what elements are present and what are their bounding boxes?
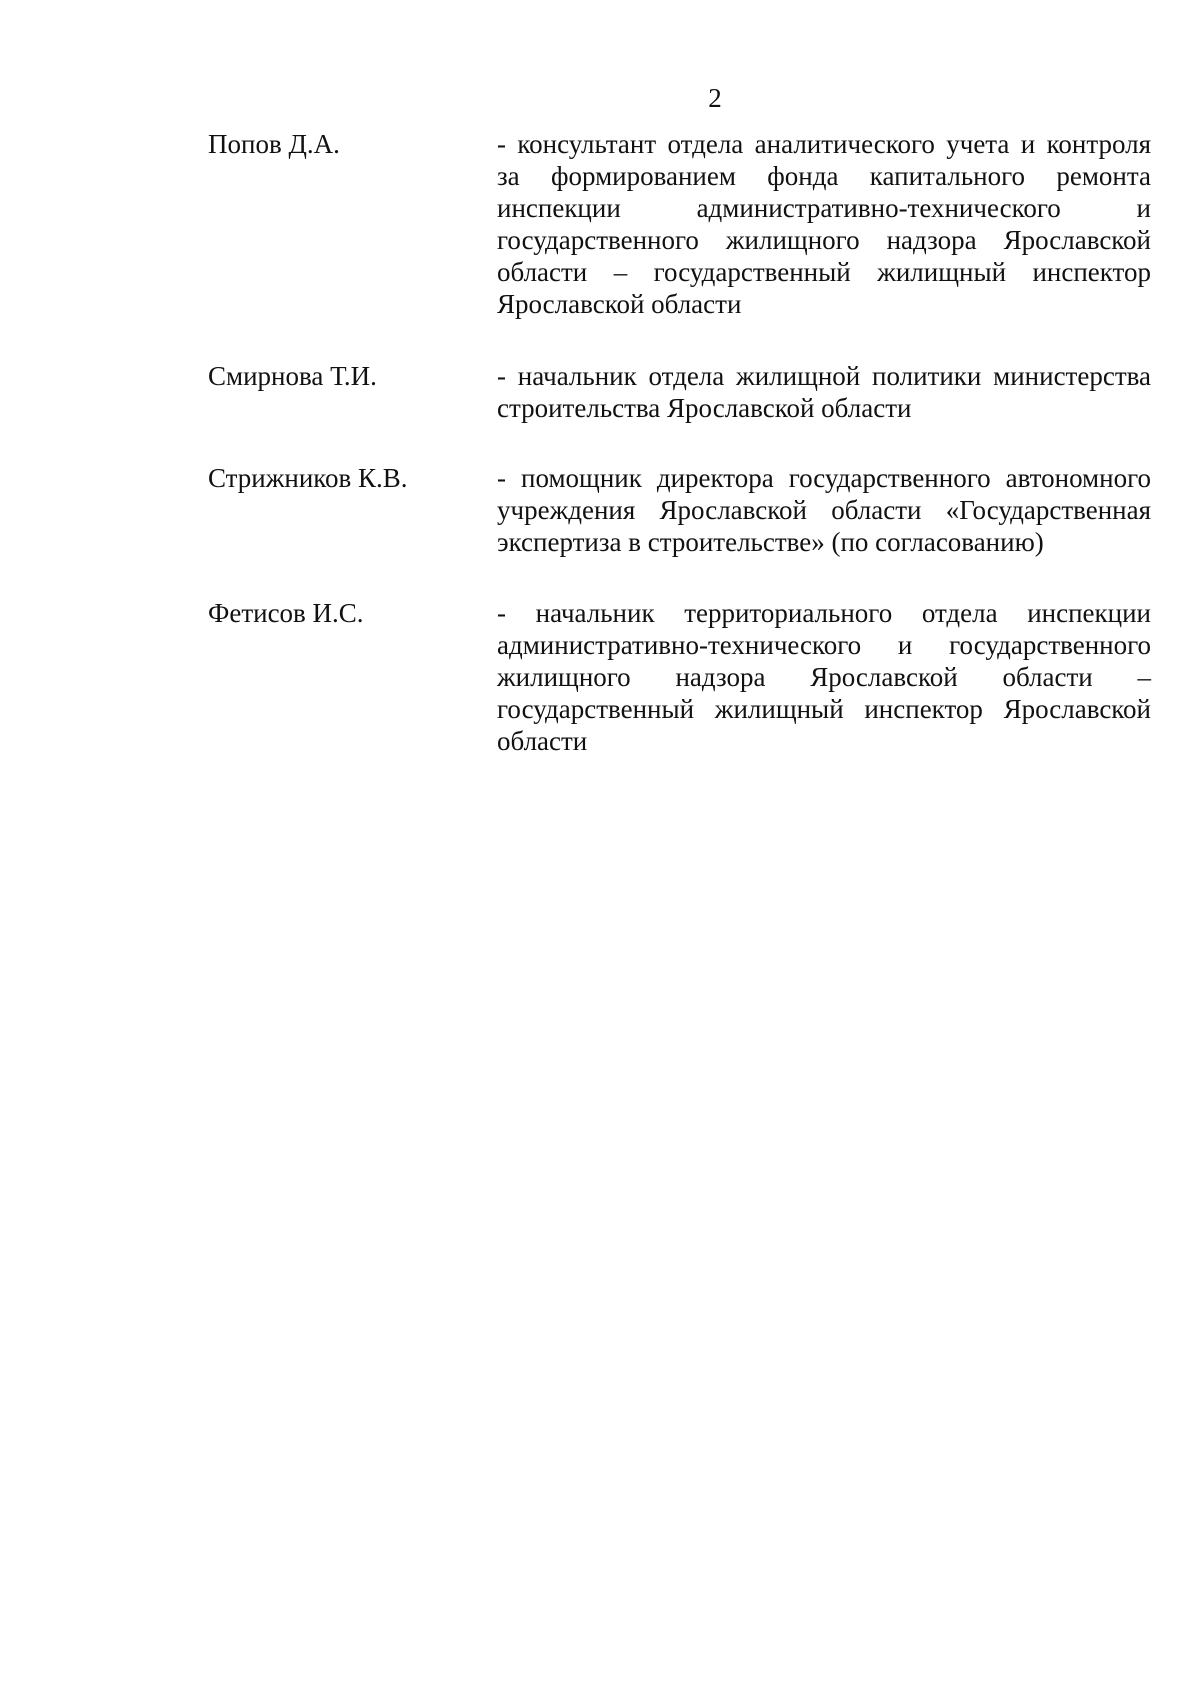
- position-line: государственный жилищный инспектор Ярославской: [497, 694, 1151, 724]
- position-line: - помощник директора государственного автономного: [497, 463, 1151, 493]
- position-line: за формированием фонда капитального ремонта: [497, 161, 1151, 191]
- position-line: учреждения Ярославской области «Государственная: [497, 495, 1151, 525]
- member-position: [497, 462, 1151, 558]
- member-entry-popov: [0, 128, 1200, 320]
- member-name: Стрижников К.В.: [208, 463, 408, 493]
- position-line: области – государственный жилищный инспектор: [497, 257, 1151, 287]
- position-line: строительства Ярославской области: [497, 393, 912, 423]
- member-name: Смирнова Т.И.: [208, 361, 377, 391]
- member-entry-strizhnikov: [0, 462, 1200, 558]
- position-line: экспертиза в строительстве» (по согласованию): [497, 527, 1044, 557]
- member-position: [497, 128, 1151, 320]
- position-line: административно-технического и государственного: [497, 630, 1151, 660]
- position-line: государственного жилищного надзора Ярославской: [497, 225, 1151, 255]
- position-line: Ярославской области: [497, 289, 742, 319]
- position-line: инспекции административно-технического и: [497, 193, 1151, 223]
- position-line: - начальник территориального отдела инспекции: [497, 598, 1151, 628]
- member-name: Фетисов И.С.: [208, 598, 364, 628]
- position-line: - консультант отдела аналитического учета и контроля: [497, 129, 1151, 159]
- member-position: [497, 360, 1151, 424]
- position-line: жилищного надзора Ярославской области –: [497, 662, 1151, 692]
- position-line: - начальник отдела жилищной политики министерства: [497, 361, 1151, 391]
- member-name: Попов Д.А.: [208, 129, 340, 159]
- member-entry-smirnova: [0, 360, 1200, 424]
- member-position: [497, 597, 1151, 757]
- position-line: области: [497, 726, 588, 756]
- page-number: 2: [708, 83, 722, 113]
- member-list: [0, 128, 1200, 757]
- member-entry-fetisov: [0, 597, 1200, 757]
